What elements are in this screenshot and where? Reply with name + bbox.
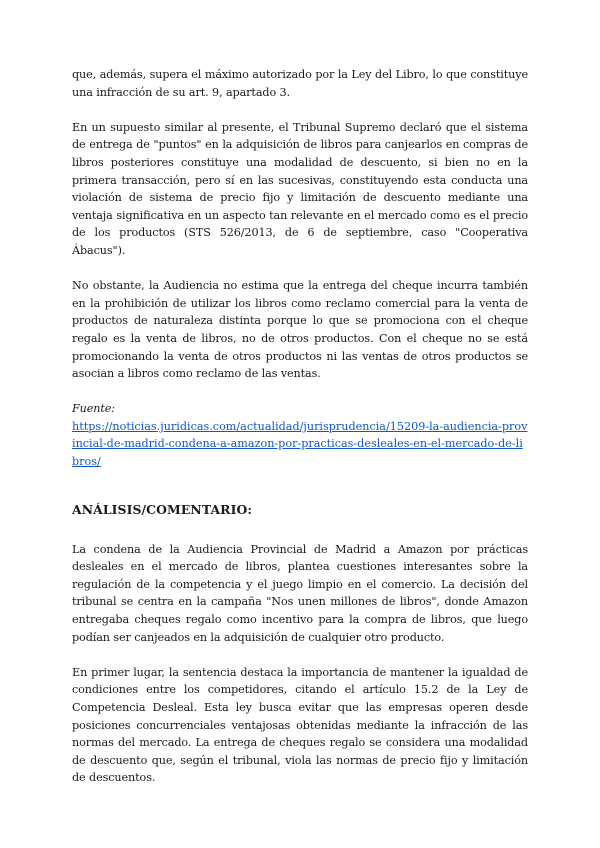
source-link[interactable]: https://noticias.juridicas.com/actualidad/jurisprudencia/15209-la-audiencia-provincial-de-madrid-condena-a-amazon-por-practicas-desleales-en-el-mercado-de-libros/	[72, 419, 528, 469]
spacer	[72, 260, 528, 278]
spacer	[72, 471, 528, 501]
paragraph-infraction: que, además, supera el máximo autorizado por la Ley del Libro, lo que constituye una infracción de su art. 9, apartado 3.	[72, 68, 528, 99]
spacer	[72, 646, 528, 664]
paragraph-supreme-court: En un supuesto similar al presente, el Tribunal Supremo declaró que el sistema de entrega de "puntos" en la adquisición de libros para canjearlos en compras de libros posteriores constituye una modalidad de descuento, si bien no en la primera transacción, pero sí en las sucesivas, constituyendo esta conducta una violación de sistema de precio fijo y limitación de descuento mediante una ventaja significativa en un aspecto tan relevante en el mercado como es el precio de los productos (STS 526/2013, de 6 de septiembre, caso "Cooperativa Ábacus").	[72, 120, 528, 257]
section-heading: ANÁLISIS/COMENTARIO:	[72, 501, 253, 517]
spacer	[72, 519, 528, 541]
source-label: Fuente:	[72, 402, 115, 416]
spacer	[72, 101, 528, 119]
paragraph-analysis-1: La condena de la Audiencia Provincial de Madrid a Amazon por prácticas desleales en el mercado de libros, plantea cuestiones interesantes sobre la regulación de la competencia y el juego limpio en el comercio. La decisión del tribunal se centra en la campaña "Nos unen millones de libros", donde Amazon entregaba cheques regalo como incentivo para la compra de libros, que luego podían ser canjeados en la adquisición de cualquier otro producto.	[72, 542, 528, 644]
spacer	[72, 383, 528, 401]
paragraph-analysis-2: En primer lugar, la sentencia destaca la importancia de mantener la igualdad de condiciones entre los competidores, citando el artículo 15.2 de la Ley de Competencia Desleal. Esta ley busca evitar que las empresas operen desde posiciones concurrenciales ventajosas obtenidas mediante la infracción de las normas del mercado. La entrega de cheques regalo se considera una modalidad de descuento que, según el tribunal, viola las normas de precio fijo y limitación de descuentos.	[72, 665, 528, 785]
paragraph-audiencia: No obstante, la Audiencia no estima que la entrega del cheque incurra también en la prohibición de utilizar los libros como reclamo comercial para la venta de productos de naturaleza distinta porque lo que se promociona con el cheque regalo es la venta de libros, no de otros productos. Con el cheque no se está promocionando la venta de otros productos ni las ventas de otros productos se asocian a libros como reclamo de las ventas.	[72, 279, 528, 381]
document-page	[72, 66, 528, 787]
